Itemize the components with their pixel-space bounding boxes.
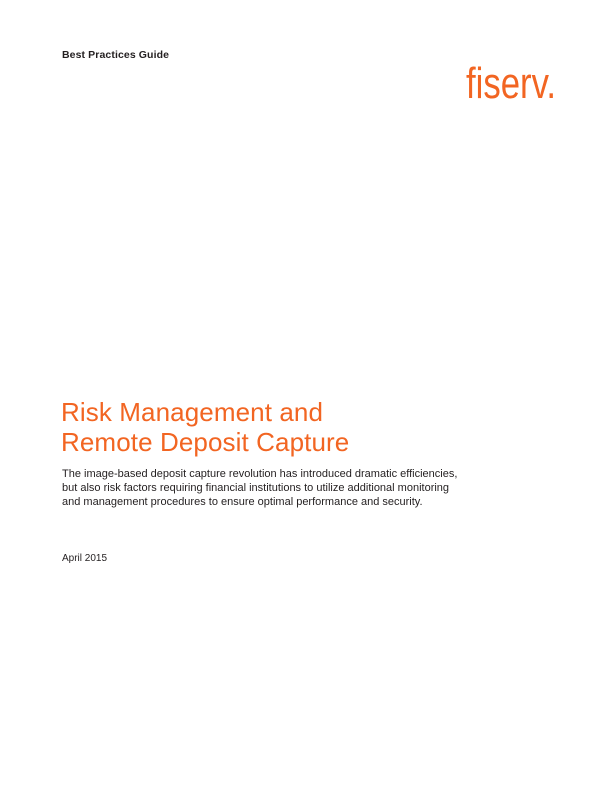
document-summary: The image-based deposit capture revolution has introduced dramatic efficiencies, but also risk factors requiring financial institutions to utilize additional monitoring and management procedures to ensure optimal performance and security. [62,468,458,509]
logo-wordmark: fiserv. [466,59,556,108]
document-title [61,397,531,457]
guide-type-label: Best Practices Guide [62,49,170,61]
publication-date: April 2015 [62,553,108,564]
fiserv-logo [466,58,558,108]
title-line-2: Remote Deposit Capture [61,427,350,457]
title-line-1: Risk Management and [61,397,324,427]
fiserv-logo-icon [466,58,558,108]
